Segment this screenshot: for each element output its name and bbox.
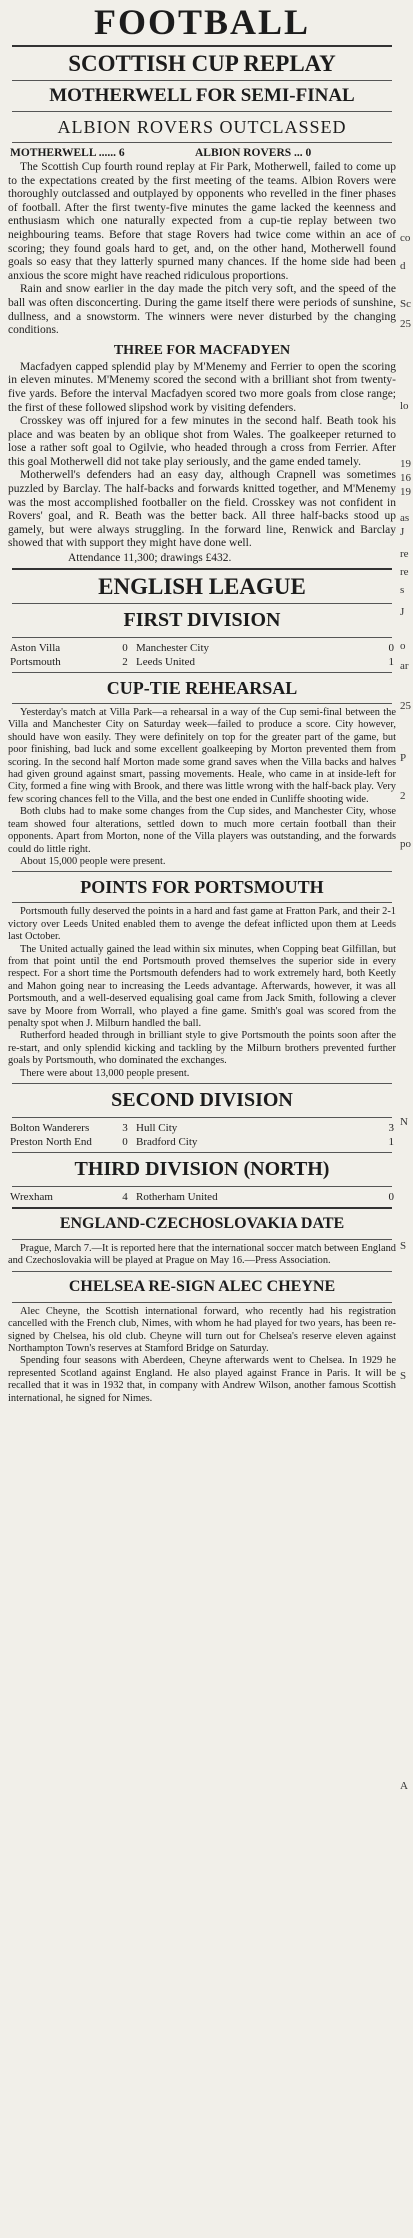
second-division-heading: SECOND DIVISION (111, 1089, 293, 1111)
away-team: Rotherham United (136, 1191, 218, 1203)
margin-fragment: lo (400, 400, 409, 412)
home-team: Aston Villa (10, 642, 61, 655)
body-paragraph: Spending four seasons with Aberdeen, Cheyne afterwards went to Chelsea. In 1929 he represented Scotland against England. He also played against France in Paris. It will be recalled that it was in 1932 that, in company with Andrew Wilson, another famous Scottish international, he signed for Nimes. (8, 1355, 396, 1404)
margin-fragment: J (400, 526, 405, 538)
margin-fragment: ar (400, 660, 409, 672)
home-goals: 0 (122, 642, 128, 655)
margin-fragment: J (400, 606, 405, 618)
divider (12, 1207, 392, 1209)
margin-fragment: s (400, 584, 405, 596)
divider (12, 637, 392, 638)
points-heading: POINTS FOR PORTSMOUTH (80, 877, 324, 898)
margin-fragment: d (400, 260, 406, 272)
margin-fragment: 16 (400, 472, 411, 484)
margin-fragment: re (400, 548, 409, 560)
section-subhead: THREE FOR MACFADYEN (113, 342, 291, 358)
divider (12, 1186, 392, 1187)
margin-fragment: co (400, 232, 411, 244)
result-row (8, 1121, 396, 1135)
third-division-heading: THIRD DIVISION (NORTH) (74, 1158, 330, 1180)
margin-fragment: as (400, 512, 410, 524)
body-paragraph: Motherwell's defenders had an easy day, although Crapnell was sometimes puzzled by Barclay. The half-backs and forwards knitted together, and M'Menemy was the most accomplished footballer on the field. Crosskey was not confident in Rovers' goal, and R. Beath was the better back. All three half-backs stood up gamely, but were always struggling. In the forward line, Renwick and Barclay showed that with support they might have done well. (8, 469, 396, 550)
chelsea-heading: CHELSEA RE-SIGN ALEC CHEYNE (68, 1277, 336, 1295)
divider (12, 902, 392, 903)
away-team: Leeds United (136, 656, 195, 669)
away-goals: 1 (388, 656, 394, 669)
away-goals: 0 (388, 1191, 394, 1203)
czech-heading: ENGLAND-CZECHOSLOVAKIA DATE (59, 1215, 345, 1232)
body-paragraph: Rutherford headed through in brilliant style to give Portsmouth the points soon after the re-start, and only splendid kicking and tackling by the Milburn brothers prevented further goals by Portsmouth, who dominated the exchanges. (8, 1030, 396, 1067)
body-paragraph: Yesterday's match at Villa Park—a rehearsal in a way of the Cup semi-final between the Villa and Manchester City on Saturday week—failed to produce a score. City however, should have won easily. They were definitely on top for the greater part of the game, but poor finishing, bad luck and some excellent goalkeeping by Morton prevented them from scoring. In the second half Morton made some grand saves when the Villa backs and halves had given ground against smart, passing movements. Heale, who came in at inside-left for City, formed a fine wing with Brook, and there was little wrong with the half-back play. Very few scoring chances fell to the Villa, and the best one ended in Cunliffe shooting wide. (8, 707, 396, 805)
score-away: ALBION ROVERS ... 0 (195, 147, 312, 159)
away-goals: 1 (388, 1136, 394, 1148)
home-team: Portsmouth (10, 656, 61, 669)
home-team: Bolton Wanderers (10, 1122, 90, 1134)
body-paragraph: Prague, March 7.—It is reported here that the international soccer match between England and Czechoslovakia will be played at Prague on May 16.—Press Association. (8, 1243, 396, 1267)
body-paragraph: Both clubs had to make some changes from the Cup sides, and Manchester City, whose team showed four alterations, settled down to much more certain football than their opponents. Apart from Morton, none of the Villa players was outstanding, and the forwards could do little right. (8, 806, 396, 855)
home-goals: 2 (122, 656, 128, 669)
margin-fragment: A (400, 1780, 408, 1792)
margin-fragment: P (400, 752, 407, 764)
away-team: Manchester City (136, 642, 210, 655)
page-title: FOOTBALL (93, 2, 311, 42)
divider (12, 672, 392, 673)
margin-fragment: 19 (400, 486, 411, 498)
scoreline (8, 146, 396, 161)
home-team: Wrexham (10, 1191, 53, 1203)
body-paragraph: Macfadyen capped splendid play by M'Menemy and Ferrier to open the scoring in eleven minutes. M'Menemy scored the second with a brilliant shot from twenty-five yards. Before the interval Macfadyen scored two more goals from close range; the first of these followed slipshod work by visiting defenders. (8, 360, 396, 414)
home-goals: 0 (122, 1136, 128, 1148)
body-paragraph: The Scottish Cup fourth round replay at Fir Park, Motherwell, failed to come up to the expectations created by the first meeting of the teams. Albion Rovers were thoroughly outclassed and outplayed by opponents who revelled in the finer phases of football. After the first twenty-five minutes the game lacked the keenness and enthusiasm which one naturally expected from a cup-tie replay between two neighbouring teams. Before that stage Rovers had twice come within an ace of scoring; they found goals hard to get, and, on the other hand, Motherwell found goals so easy that they latterly spurned many chances. If the home side had been anxious the score might have reached ridiculous proportions. (8, 161, 396, 282)
divider (12, 1083, 392, 1084)
article-column (8, 0, 396, 2238)
result-row (8, 655, 396, 669)
home-team: Preston North End (10, 1136, 92, 1148)
margin-fragment: 25 (400, 700, 411, 712)
english-league-heading: ENGLISH LEAGUE (98, 574, 306, 600)
divider (12, 703, 392, 704)
divider (12, 1152, 392, 1153)
away-goals: 3 (388, 1122, 394, 1134)
home-goals: 4 (122, 1191, 128, 1203)
result-row (8, 1135, 396, 1149)
margin-fragment: S (400, 1240, 407, 1252)
margin-fragment: 2 (400, 790, 406, 802)
divider (12, 1271, 392, 1272)
margin-fragment: Sc (400, 298, 411, 310)
divider (12, 603, 392, 604)
margin-fragment: 19 (400, 458, 411, 470)
away-goals: 0 (388, 642, 394, 655)
body-paragraph: There were about 13,000 people present. (20, 1067, 190, 1079)
margin-fragment: po (400, 838, 411, 850)
divider (12, 80, 392, 81)
score-home: MOTHERWELL ...... 6 (10, 147, 125, 159)
result-row (8, 641, 396, 655)
scottish-heading: SCOTTISH CUP REPLAY (68, 51, 336, 76)
body-paragraph: Portsmouth fully deserved the points in a hard and fast game at Fratton Park, and their 2-1 victory over Leeds United enabled them to avenge the defeat inflicted upon them at Leeds last October. (8, 906, 396, 943)
first-division-heading: FIRST DIVISION (123, 609, 281, 632)
divider (12, 142, 392, 143)
adjacent-column-edge (398, 0, 413, 2238)
body-paragraph: Crosskey was off injured for a few minutes in the second half. Beath took his place and was beaten by an oblique shot from Wales. The goalkeeper returned to lose a rather soft goal to Ogilvie, who headed through a cross from Ferrier. After this goal Motherwell did not take play seriously, and the game ended tamely. (8, 415, 396, 468)
divider (12, 871, 392, 872)
home-goals: 3 (122, 1122, 128, 1134)
body-paragraph: The United actually gained the lead within six minutes, when Copping beat Gilfillan, but from that point until the end Portsmouth proved themselves the superior side in every respect. For a short time the Portsmouth defenders had to work extremely hard, both Keetly and Mahon going near to increasing the Leeds advantage. Afterwards, however, it was all Portsmouth, and a well-deserved equalising goal came from Jack Smith, following a clever save by Moore from Worrall, who played a fine game. Smith's goal was scored from the penalty spot when J. Milburn handled the ball. (8, 943, 396, 1029)
margin-fragment: S (400, 1370, 407, 1382)
divider (12, 1239, 392, 1240)
divider (12, 111, 392, 112)
scottish-subheading: MOTHERWELL FOR SEMI-FINAL (49, 85, 355, 106)
margin-fragment: N (400, 1116, 408, 1128)
margin-fragment: 25 (400, 318, 411, 330)
margin-fragment: o (400, 640, 406, 652)
divider (12, 1302, 392, 1303)
cuptie-heading: CUP-TIE REHEARSAL (106, 678, 298, 699)
body-paragraph: About 15,000 people were present. (20, 855, 166, 867)
divider (12, 1117, 392, 1118)
divider (12, 568, 392, 570)
away-team: Bradford City (136, 1136, 198, 1148)
divider (12, 45, 392, 47)
attendance-line: Attendance 11,300; drawings £432. (68, 552, 232, 565)
away-team: Hull City (136, 1122, 178, 1134)
body-paragraph: Alec Cheyne, the Scottish international forward, who recently had his registration cancelled with the French club, Nimes, with whom he had played for two years, has been re-signed by Chelsea, his old club. Cheyne will turn out for Chelsea's reserve eleven against Northampton Town's reserves at Stamford Bridge on Saturday. (8, 1305, 396, 1355)
body-paragraph: Rain and snow earlier in the day made the pitch very soft, and the speed of the ball was often disconcerting. During the game itself there were periods of sunshine, dullness, and a snowstorm. The winners were never disturbed by the changing conditions. (8, 283, 396, 337)
margin-fragment: re (400, 566, 409, 578)
result-row (8, 1190, 396, 1204)
scottish-deck: ALBION ROVERS OUTCLASSED (57, 117, 347, 137)
